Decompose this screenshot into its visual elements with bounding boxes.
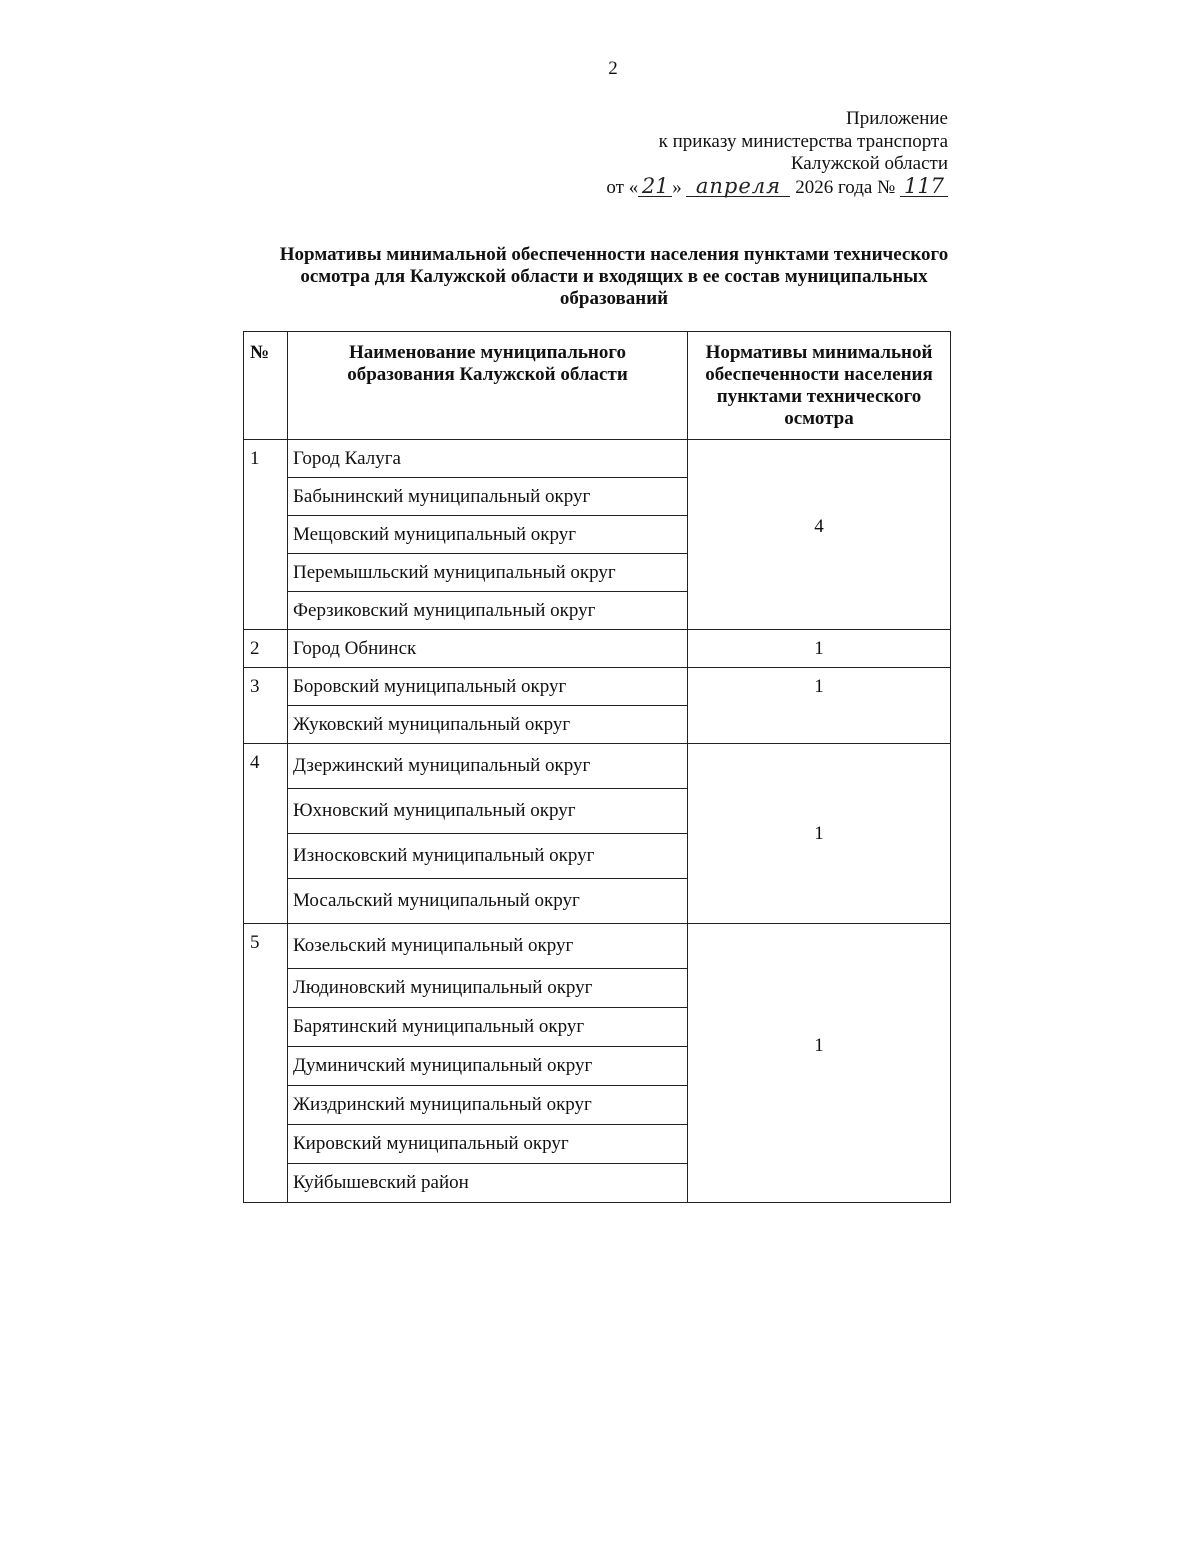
norm-value: 1	[688, 668, 951, 744]
municipality-name: Город Обнинск	[288, 630, 688, 668]
handwritten-month: апреля	[686, 176, 790, 197]
norm-value: 4	[688, 440, 951, 630]
norm-value: 1	[688, 630, 951, 668]
date-mid: »	[672, 176, 682, 198]
table-row	[244, 668, 951, 706]
approval-line-2: к приказу министерства транспорта	[658, 130, 948, 152]
norm-value: 1	[688, 744, 951, 924]
table-row	[244, 924, 951, 969]
approval-line-1: Приложение	[846, 108, 948, 129]
handwritten-order-number: 117	[900, 176, 948, 197]
group-number: 5	[244, 924, 288, 1203]
municipality-name: Перемышльский муниципальный округ	[288, 554, 688, 592]
municipality-name: Юхновский муниципальный округ	[288, 789, 688, 834]
municipality-name: Мосальский муниципальный округ	[288, 879, 688, 924]
page-number: 2	[608, 58, 618, 79]
table-row	[244, 440, 951, 478]
municipality-name: Бабынинский муниципальный округ	[288, 478, 688, 516]
approval-line-3: Калужской области	[790, 153, 948, 174]
table-row	[244, 744, 951, 789]
approval-block	[606, 108, 948, 199]
municipality-name: Думиничский муниципальный округ	[288, 1047, 688, 1086]
municipality-name: Ферзиковский муниципальный округ	[288, 592, 688, 630]
header-norm: Нормативы минимальной обеспеченности населения пунктами технического осмотра	[688, 332, 951, 440]
municipality-name: Барятинский муниципальный округ	[288, 1008, 688, 1047]
norms-table	[243, 331, 951, 1203]
municipality-name: Жиздринский муниципальный округ	[288, 1086, 688, 1125]
table-row	[244, 630, 951, 668]
approval-date-line	[606, 173, 948, 200]
municipality-name: Жуковский муниципальный округ	[288, 706, 688, 744]
header-name: Наименование муниципального образования Калужской области	[288, 332, 688, 440]
municipality-name: Козельский муниципальный округ	[288, 924, 688, 969]
handwritten-day: 21	[638, 176, 672, 197]
norm-value: 1	[688, 924, 951, 1203]
municipality-name: Мещовский муниципальный округ	[288, 516, 688, 554]
document-title: Нормативы минимальной обеспеченности населения пунктами технического осмотра для Калужской области и входящих в ее состав муниципальных образований	[279, 244, 949, 309]
year-text: 2026 года №	[795, 176, 896, 198]
municipality-name: Город Калуга	[288, 440, 688, 478]
group-number: 2	[244, 630, 288, 668]
group-number: 3	[244, 668, 288, 744]
municipality-name: Боровский муниципальный округ	[288, 668, 688, 706]
municipality-name: Куйбышевский район	[288, 1164, 688, 1203]
municipality-name: Кировский муниципальный округ	[288, 1125, 688, 1164]
table-header-row	[244, 332, 951, 440]
municipality-name: Дзержинский муниципальный округ	[288, 744, 688, 789]
header-num: №	[244, 332, 288, 440]
group-number: 4	[244, 744, 288, 924]
date-prefix: от «	[606, 176, 639, 198]
municipality-name: Износковский муниципальный округ	[288, 834, 688, 879]
municipality-name: Людиновский муниципальный округ	[288, 969, 688, 1008]
group-number: 1	[244, 440, 288, 630]
